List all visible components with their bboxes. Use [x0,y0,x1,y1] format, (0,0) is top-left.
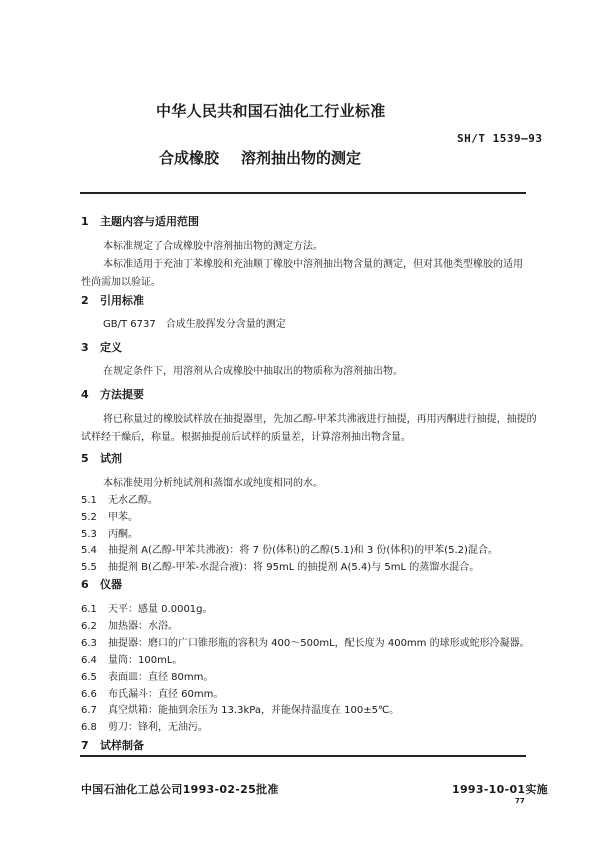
list-item-5-1: 5.1 无水乙醇。 [81,495,158,506]
title-part-1: 合成橡胶 [159,149,220,167]
document-title [159,147,361,168]
section-1-heading: 1 主题内容与适用范围 [81,215,199,228]
referenced-standard: GB/T 6737 合成生胶挥发分含量的测定 [103,319,286,330]
section-6-heading: 6 仪器 [81,578,122,591]
list-item-6-4: 6.4 量筒：100mL。 [81,655,183,666]
section-1-para-2-cont: 性尚需加以验证。 [81,277,161,288]
section-4-para-1: 将已称量过的橡胶试样放在抽提器里，先加乙醇-甲苯共沸液进行抽提，再用丙酮进行抽提，抽提的 [103,414,537,425]
list-item-6-8: 6.8 剪刀：锋利，无油污。 [81,722,208,733]
list-item-5-3: 5.3 丙酮。 [81,529,138,540]
section-4-para-2: 试样经干燥后，称量。根据抽提前后试样的质量差，计算溶剂抽出物含量。 [81,432,411,443]
effective-date: 1993-10-01实施 [452,783,548,796]
page-number: 77 [515,797,525,805]
list-item-5-4: 5.4 抽提剂 A(乙醇-甲苯共沸液)：将 7 份(体积)的乙醇(5.1)和 3 份(体积)的甲苯(5.2)混合。 [81,545,498,556]
section-4-heading: 4 方法提要 [81,388,144,401]
list-item-6-1: 6.1 天平：感量 0.0001g。 [81,604,213,615]
section-3-para: 在规定条件下，用溶剂从合成橡胶中抽取出的物质称为溶剂抽出物。 [103,366,403,377]
section-2-heading: 2 引用标准 [81,294,144,307]
section-1-para-2: 本标准适用于充油丁苯橡胶和充油顺丁橡胶中溶剂抽出物含量的测定，但对其他类型橡胶的适用 [103,259,523,270]
section-3-heading: 3 定义 [81,341,122,354]
section-1-para-1: 本标准规定了合成橡胶中溶剂抽出物的测定方法。 [103,241,323,252]
list-item-6-5: 6.5 表面皿：直径 80mm。 [81,672,214,683]
approval-date: 中国石油化工总公司1993-02-25批准 [81,783,279,796]
standard-code: SH/T 1539—93 [457,132,543,145]
list-item-5-5: 5.5 抽提剂 B(乙醇-甲苯-水混合液)：将 95mL 的抽提剂 A(5.4)与 5mL 的蒸馏水混合。 [81,562,480,573]
section-5-heading: 5 试剂 [81,452,122,465]
list-item-6-2: 6.2 加热器：水浴。 [81,621,178,632]
issuing-organization: 中华人民共和国石油化工行业标准 [156,102,386,120]
list-item-6-7: 6.7 真空烘箱：能抽到余压为 13.3kPa，并能保持温度在 100±5℃。 [81,705,400,716]
section-7-heading: 7 试样制备 [81,739,144,752]
title-part-2: 溶剂抽出物的测定 [241,149,362,167]
list-item-6-3: 6.3 抽提器：磨口的广口锥形瓶的容积为 400～500mL，配长度为 400mm 的球形或蛇形冷凝器。 [81,638,530,649]
list-item-6-6: 6.6 布氏漏斗：直径 60mm。 [81,689,224,700]
list-item-5-2: 5.2 甲苯。 [81,512,138,523]
section-5-para: 本标准使用分析纯试剂和蒸馏水或纯度相同的水。 [103,478,323,489]
header-divider [80,192,526,194]
footer-divider [80,755,526,757]
